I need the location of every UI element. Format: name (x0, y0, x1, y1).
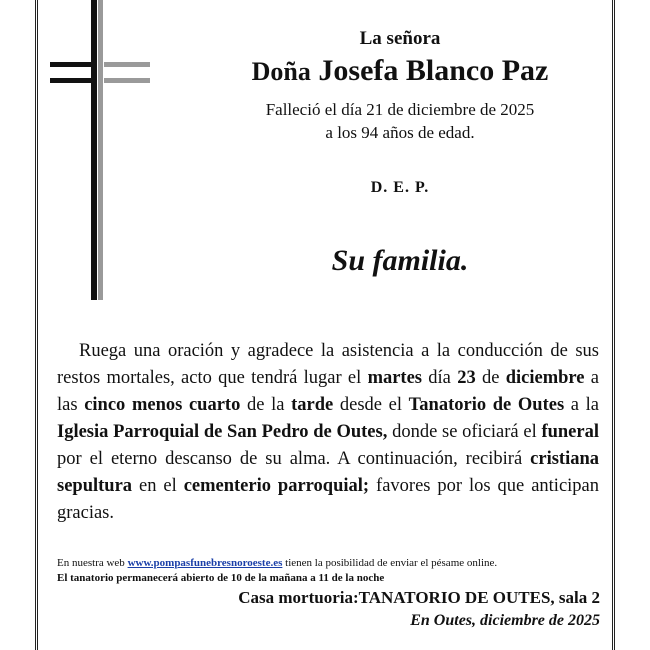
body-text-2: día (422, 368, 458, 388)
age-line: a los 94 años de edad. (325, 123, 475, 142)
rip-text: D. E. P. (370, 179, 430, 196)
body-text-4: a las (57, 368, 599, 415)
place-date: En Outes, diciembre de 2025 (410, 612, 600, 629)
website-link[interactable]: www.pompasfunebresnoroeste.es (127, 557, 283, 569)
body-day-number: 23 (457, 368, 476, 388)
web-note-prefix: En nuestra web (57, 557, 128, 569)
body-part-of-day: tarde (291, 395, 334, 415)
body-origin: Tanatorio de Outes (408, 395, 565, 415)
body-text-10: en el (132, 476, 184, 496)
family-heading: Su familia. (331, 244, 469, 277)
death-date-line: Falleció el día 21 de diciembre de 2025 (265, 100, 535, 119)
web-note-suffix: tienen la posibilidad de enviar el pésame online. (282, 557, 498, 569)
body-text-8: donde se oficiará el (387, 422, 542, 442)
mortuary-location: Casa mortuoria:TANATORIO DE OUTES, sala 2 (238, 588, 600, 607)
body-month: diciembre (505, 368, 585, 388)
body-text-11: favores por los que anticipan gracias. (57, 476, 600, 523)
honorific: Doña (251, 57, 311, 86)
opening-hours-note: El tanatorio permanecerá abierto de 10 de la mañana a 11 de la noche (57, 572, 385, 584)
full-name: Josefa Blanco Paz (318, 54, 549, 87)
body-text-6: desde el (333, 395, 409, 415)
cross-icon (50, 0, 150, 300)
body-text-9: por el eterno descanso de su alma. A continuación, recibirá (57, 449, 531, 469)
web-condolence-note (57, 557, 497, 569)
body-time: cinco menos cuarto (84, 395, 241, 415)
body-text-7: a la (564, 395, 600, 415)
body-funeral: funeral (541, 422, 599, 442)
body-text-5: de la (240, 395, 292, 415)
title-prefix: La señora (359, 28, 441, 49)
body-day: martes (367, 368, 423, 388)
body-text-3: de (475, 368, 506, 388)
body-church: Iglesia Parroquial de San Pedro de Outes, (57, 422, 388, 442)
deceased-name (180, 54, 620, 88)
announcement-body (57, 338, 599, 527)
body-text-1: Ruega una oración y agradece la asistencia a la conducción de sus restos mortales, acto que tendrá lugar el (57, 341, 599, 388)
body-burial: cristiana sepultura (57, 449, 599, 496)
body-cemetery: cementerio parroquial; (183, 476, 370, 496)
